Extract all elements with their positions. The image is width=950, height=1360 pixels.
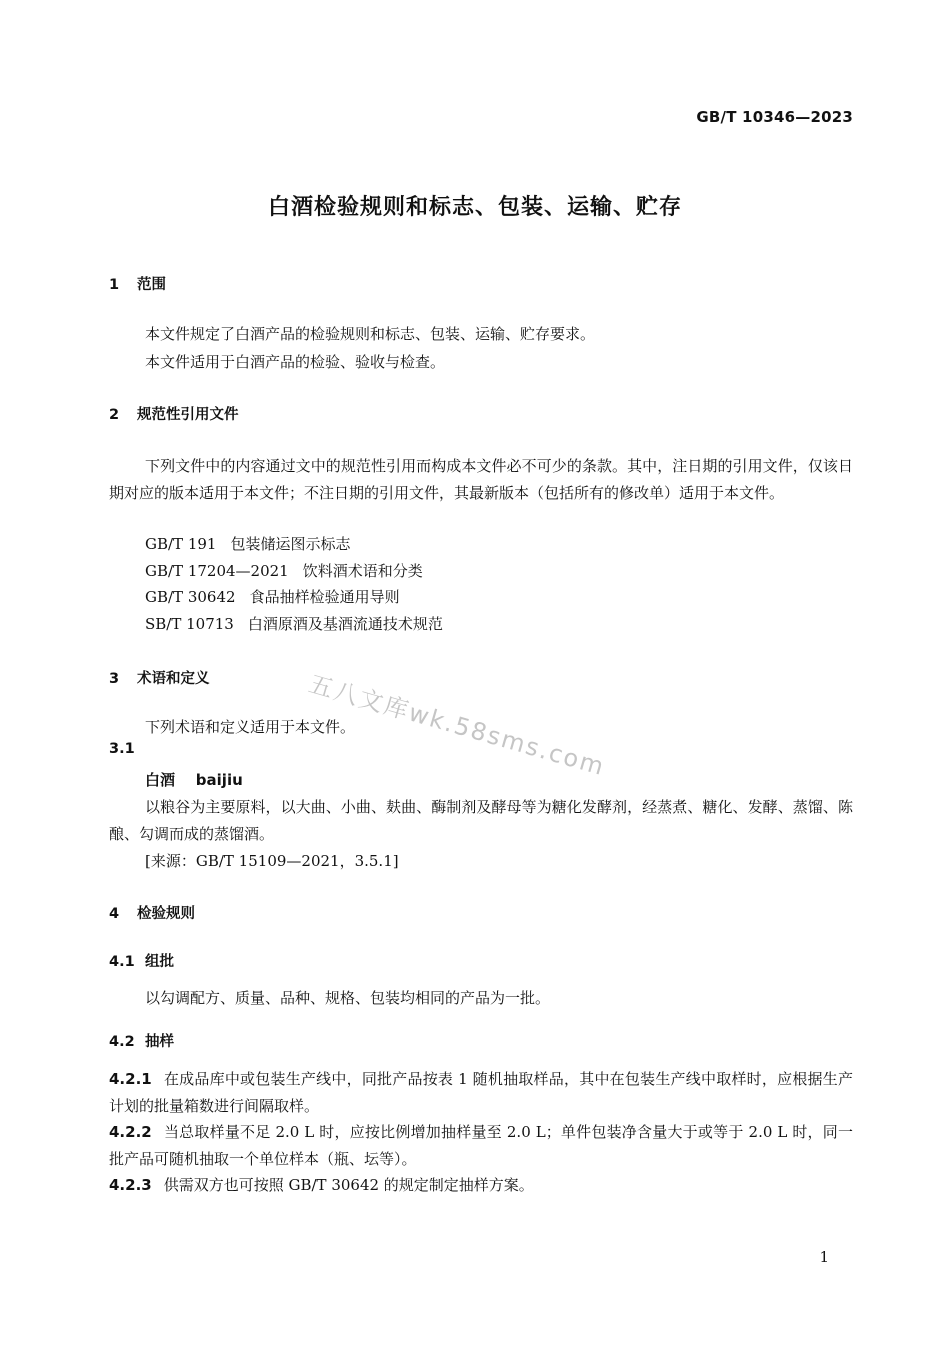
- reference-code: GB/T 191: [145, 535, 217, 553]
- subsection-number: 4.2: [109, 1034, 135, 1050]
- clause-4-2-1: [109, 1066, 853, 1120]
- clause-text: 供需双方也可按照 GB/T 30642 的规定制定抽样方案。: [163, 1176, 534, 1194]
- section-2-heading: [109, 403, 239, 424]
- terms-intro: 下列术语和定义适用于本文件。: [145, 718, 356, 736]
- scope-paragraph-2: 本文件适用于白酒产品的检验、验收与检查。: [145, 353, 446, 371]
- section-4-heading: [109, 902, 195, 923]
- reference-code: SB/T 10713: [145, 615, 234, 633]
- section-title: 术语和定义: [137, 671, 210, 687]
- reference-code: GB/T 17204—2021: [145, 562, 289, 580]
- section-title: 检验规则: [137, 906, 195, 922]
- section-number: 1: [109, 277, 120, 293]
- reference-item: [145, 584, 400, 611]
- watermark-text: 五八文库wk.58sms.com: [305, 669, 609, 782]
- term-source: [来源：GB/T 15109—2021，3.5.1]: [145, 852, 399, 870]
- section-title: 规范性引用文件: [137, 407, 239, 423]
- scope-paragraph-1: 本文件规定了白酒产品的检验规则和标志、包装、运输、贮存要求。: [145, 325, 596, 343]
- subsection-title: 组批: [145, 954, 174, 970]
- term-definition: 以粮谷为主要原料，以大曲、小曲、麸曲、酶制剂及酵母等为糖化发酵剂，经蒸煮、糖化、发酵、蒸馏、陈酿、勾调而成的蒸馏酒。: [109, 798, 853, 843]
- reference-code: GB/T 30642: [145, 588, 236, 606]
- section-title: 范围: [137, 277, 166, 293]
- reference-title: 食品抽样检验通用导则: [249, 588, 400, 606]
- term-number: 3.1: [109, 741, 135, 757]
- page-number: 1: [819, 1248, 829, 1266]
- reference-title: 白酒原酒及基酒流通技术规范: [247, 615, 443, 633]
- section-3-heading: [109, 667, 210, 688]
- clause-4-2-2: [109, 1119, 853, 1173]
- term-chinese: 白酒: [145, 771, 176, 789]
- term-english: baijiu: [195, 771, 243, 789]
- subsection-4-1-heading: [109, 950, 174, 971]
- term-entry: [145, 767, 243, 794]
- batching-paragraph: 以勾调配方、质量、品种、规格、包装均相同的产品为一批。: [145, 989, 551, 1007]
- section-number: 4: [109, 906, 120, 922]
- clause-number: 4.2.2: [109, 1123, 152, 1141]
- section-number: 3: [109, 671, 120, 687]
- clause-text: 当总取样量不足 2.0 L 时，应按比例增加抽样量至 2.0 L；单件包装净含量大于或等于 2.0 L 时，同一批产品可随机抽取一个单位样本（瓶、坛等）。: [109, 1123, 853, 1168]
- reference-item: [145, 531, 350, 558]
- clause-4-2-3: [109, 1172, 853, 1199]
- section-number: 2: [109, 407, 120, 423]
- clause-number: 4.2.3: [109, 1176, 152, 1194]
- section-1-heading: [109, 273, 166, 294]
- standard-number: GB/T 10346—2023: [696, 108, 853, 126]
- clause-text: 在成品库中或包装生产线中，同批产品按表 1 随机抽取样品，其中在包装生产线中取样时，应根据生产计划的批量箱数进行间隔取样。: [109, 1070, 853, 1115]
- subsection-title: 抽样: [145, 1034, 174, 1050]
- reference-title: 饮料酒术语和分类: [302, 562, 423, 580]
- reference-title: 包装储运图示标志: [230, 535, 351, 553]
- document-title: 白酒检验规则和标志、包装、运输、贮存: [267, 195, 682, 220]
- normative-references-intro: 下列文件中的内容通过文中的规范性引用而构成本文件必不可少的条款。其中，注日期的引用文件，仅该日期对应的版本适用于本文件；不注日期的引用文件，其最新版本（包括所有的修改单）适用于本文件。: [109, 457, 853, 502]
- clause-number: 4.2.1: [109, 1070, 152, 1088]
- subsection-number: 4.1: [109, 954, 135, 970]
- reference-item: [145, 611, 443, 638]
- reference-item: [145, 558, 423, 585]
- subsection-4-2-heading: [109, 1030, 174, 1051]
